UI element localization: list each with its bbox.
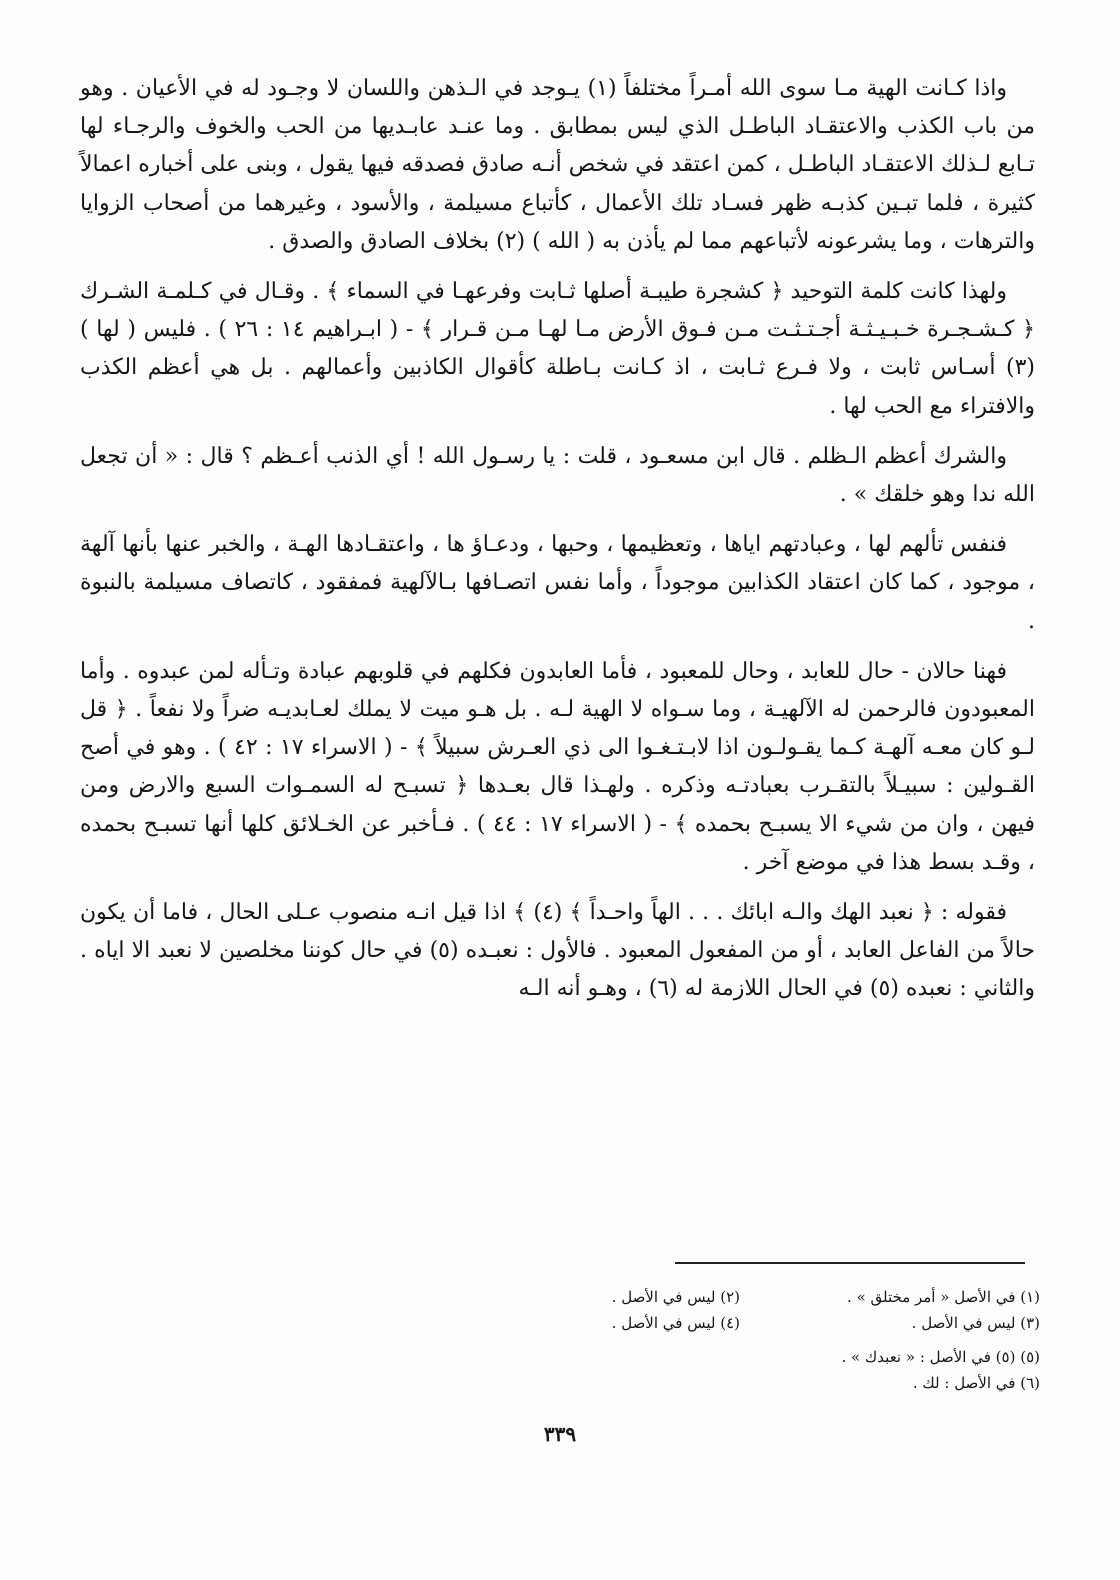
footnote-5: (٥) (٥) في الأصل : « نعبدك » . (841, 1348, 1040, 1366)
footnote-divider (675, 1262, 1025, 1264)
footnote-row-1 (440, 1284, 1040, 1310)
page-number: ٣٣٩ (543, 1422, 577, 1446)
footnotes (440, 1284, 1040, 1396)
main-text (80, 70, 1035, 1021)
paragraph-3: والشرك أعظم الـظلم . قال ابن مسعـود ، قلت : يا رسـول الله ! أي الذنب أعـظم ؟ قال : « أن تجعل الله ندا وهو خلقك » . (80, 443, 1035, 508)
footnote-2: (٢) ليس في الأصل . (611, 1288, 740, 1306)
footnote-4: (٤) ليس في الأصل . (611, 1314, 740, 1332)
paragraph-4: فنفس تألهم لها ، وعبادتهم اياها ، وتعظيمها ، وحبها ، ودعـاؤ ها ، واعتقـادها الهـة ، والخبر عنها بأنها آلهة ، موجود ، كما كان اعتقاد الكذابين موجوداً ، وأما نفس اتصـافها بـالآلهية فمفقود ، كاتصاف مسيلمة بالنبوة . (80, 532, 1035, 634)
footnote-row-2 (440, 1310, 1040, 1336)
paragraph-2: ولهذا كانت كلمة التوحيد ﴿ كشجرة طيبـة أصلها ثـابت وفرعهـا في السماء ﴾ . وقـال في كـلمـة الشـرك ﴿ كـشـجـرة خـبـيـثـة أجـتـثـت مـن فـوق الأرض مـا لهـا مـن قـرار ﴾ - ( ابـراهيم ١٤ : ٢٦ ) . فليس ( لها ) (٣) أسـاس ثابت ، ولا فـرع ثـابت ، اذ كـانت بـاطلة كأقوال الكاذبين وأعمالهم . بل هي أعظم الكذب والافتراء مع الحب لها . (80, 279, 1036, 419)
paragraph-5: فهنا حالان - حال للعابد ، وحال للمعبود ، فأما العابدون فكلهم في قلوبهم عبادة وتـأله لمن عبدوه . وأما المعبودون فالرحمن له الآلهيـة ، وما سـواه لا الهية لـه . بل هـو ميت لا يملك لعـابديـه ضراً ولا نفعاً . ﴿ قل لـو كان معـه آلهـة كـما يقـولـون اذا لابـتـغـوا الى ذي العـرش سبيلاً ﴾ - ( الاسراء ١٧ : ٤٢ ) . وهو في أصح القـولين : سبيـلاً بالتقـرب بعبادتـه وذكره . ولهـذا قال بعـدها ﴿ تسبـح له السمـوات السبع والارض ومن فيهن ، وان من شيء الا يسبـح بحمده ﴾ - ( الاسراء ١٧ : ٤٤ ) . فـأخبر عن الخـلائق كلها أنها تسبـح بحمده ، وقـد بسط هذا في موضع آخر . (80, 658, 1036, 875)
footnote-1: (١) في الأصل « أمر مختلق » . (847, 1288, 1040, 1306)
footnote-3: (٣) ليس في الأصل . (911, 1314, 1040, 1332)
footnote-6: (٦) في الأصل : لك . (912, 1374, 1040, 1392)
paragraph-6: فقوله : ﴿ نعبد الهك والـه ابائك . . . الهاً واحـداً ﴾ (٤) ﴾ اذا قيل انـه منصوب عـلى الحال ، فاما أن يكون حالاً من الفاعل العابد ، أو من المفعول المعبود . فالأول : نعبـده (٥) في حال كوننا مخلصين لا نعبد الا اياه . والثاني : نعبده (٥) في الحال اللازمة له (٦) ، وهـو أنه الـه (80, 900, 1035, 1002)
paragraph-1: واذا كـانت الهية مـا سوى الله أمـراً مختلفاً (١) يـوجد في الـذهن واللسان لا وجـود له في الأعيان . وهو من باب الكذب والاعتقـاد الباطـل الذي ليس بمطابق . وما عنـد عابـديها من الحب والخوف والرجـاء لها تـابع لـذلك الاعتقـاد الباطـل ، كمن اعتقد في شخص أنـه صادق فصدقه فيها يقول ، وبنى على أخباره اعمالاً كثيرة ، فلما تبـين كذبـه ظهر فسـاد تلك الأعمال ، كأتباع مسيلمة ، والأسود ، وغيرهما من أصحاب الزوايا والترهات ، وما يشرعونه لأتباعهم مما لم يأذن به ( الله ) (٢) بخلاف الصادق والصدق . (80, 76, 1035, 254)
